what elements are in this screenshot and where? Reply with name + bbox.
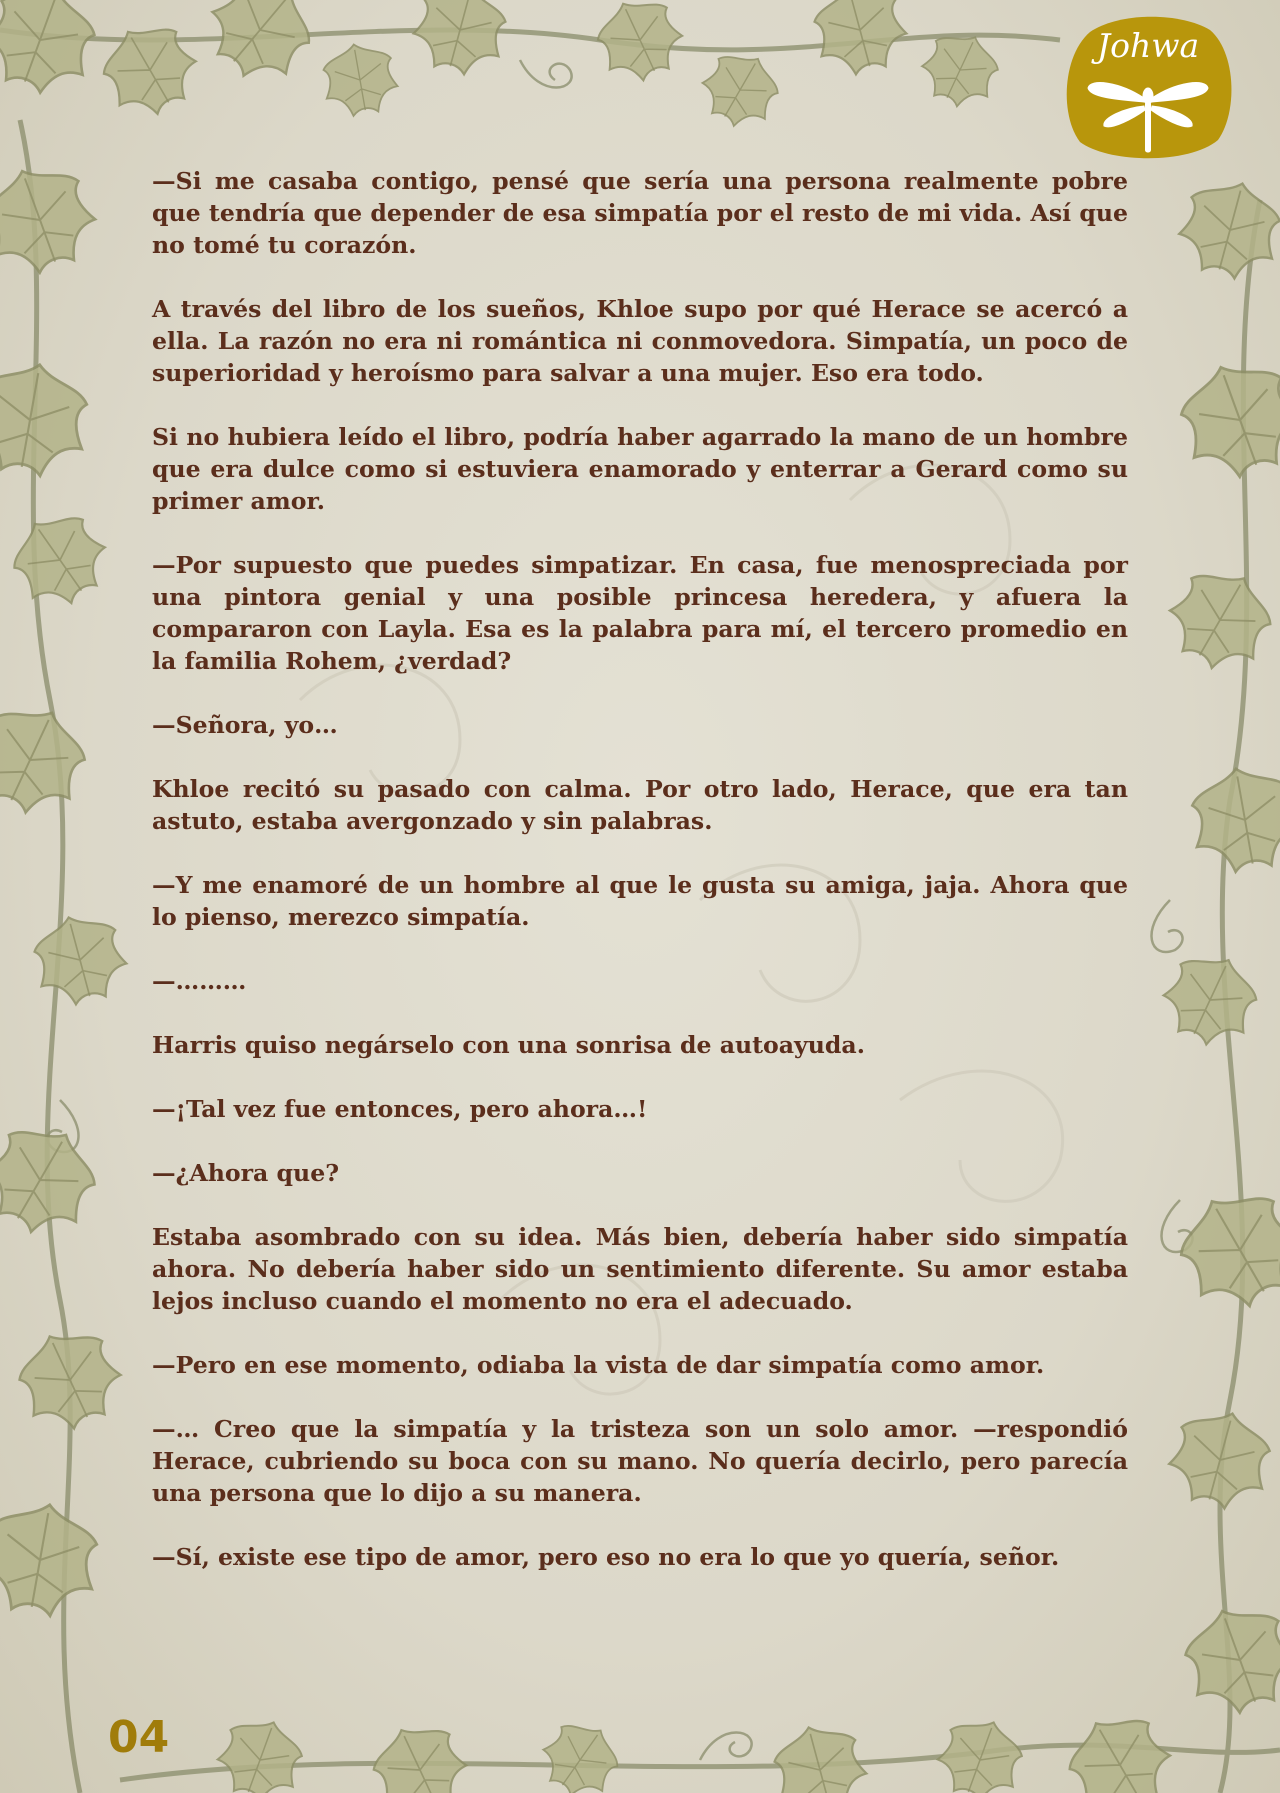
- paragraph: —… Creo que la simpatía y la tristeza son un solo amor. —respondió Herace, cubriendo su boca con su mano. No quería decirlo, pero parecía una persona que lo dijo a su manera.: [152, 1415, 1128, 1507]
- paragraph: Khloe recitó su pasado con calma. Por otro lado, Herace, que era tan astuto, estaba avergonzado y sin palabras.: [152, 775, 1128, 835]
- paragraph: Estaba asombrado con su idea. Más bien, debería haber sido simpatía ahora. No debería haber sido un sentimiento diferente. Su amor estaba lejos incluso cuando el momento no era el adecuado.: [152, 1223, 1128, 1315]
- paragraph: Si no hubiera leído el libro, podría haber agarrado la mano de un hombre que era dulce como si estuviera enamorado y enterrar a Gerard como su primer amor.: [152, 423, 1128, 515]
- paragraph: —Por supuesto que puedes simpatizar. En casa, fue menospreciada por una pintora genial y una posible princesa heredera, y afuera la compararon con Layla. Esa es la palabra para mí, el tercero promedio en la familia Rohem, ¿verdad?: [152, 551, 1128, 675]
- paragraph: —Pero en ese momento, odiaba la vista de dar simpatía como amor.: [152, 1351, 1045, 1379]
- chapter-text: [152, 165, 1128, 1605]
- logo-text: Johwa: [1096, 26, 1200, 65]
- paragraph: A través del libro de los sueños, Khloe supo por qué Herace se acercó a ella. La razón no era ni romántica ni conmovedora. Simpatía, un poco de superioridad y heroísmo para salvar a una mujer. Eso era todo.: [152, 295, 1128, 387]
- paragraph: —¿Ahora que?: [152, 1159, 340, 1187]
- paragraph: —Y me enamoré de un hombre al que le gusta su amiga, jaja. Ahora que lo pienso, merezco simpatía.: [152, 871, 1128, 931]
- paragraph: —Sí, existe ese tipo de amor, pero eso no era lo que yo quería, señor.: [152, 1543, 1060, 1571]
- page-number: 04: [108, 1712, 170, 1763]
- paragraph: Harris quiso negárselo con una sonrisa de autoayuda.: [152, 1031, 865, 1059]
- paragraph: —Señora, yo…: [152, 711, 338, 739]
- paragraph: —¡Tal vez fue entonces, pero ahora…!: [152, 1095, 648, 1123]
- johwa-logo: [1060, 12, 1236, 162]
- paragraph: —………: [152, 967, 247, 995]
- paragraph: —Si me casaba contigo, pensé que sería una persona realmente pobre que tendría que depender de esa simpatía por el resto de mi vida. Así que no tomé tu corazón.: [152, 167, 1128, 259]
